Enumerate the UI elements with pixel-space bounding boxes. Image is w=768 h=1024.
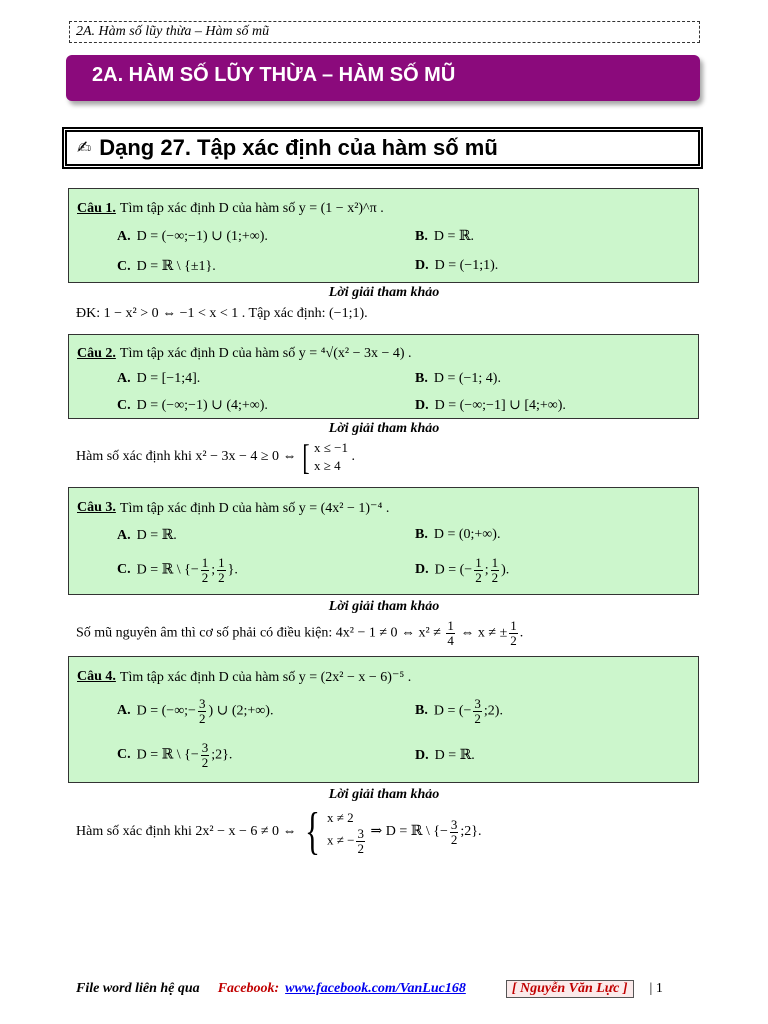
chapter-title: 2A. HÀM SỐ LŨY THỪA – HÀM SỐ MŨ (92, 64, 456, 86)
question-prompt: Tìm tập xác định D của hàm số y = (1 − x²)^π . (119, 201, 384, 216)
solution-1: ĐK: 1 − x² > 0 ⇔ −1 < x < 1 . Tập xác định: (−1;1). (76, 306, 368, 321)
facebook-link[interactable]: www.facebook.com/VanLuc168 (285, 981, 466, 996)
option-b: B. D = (− $\frac{3}{2}$ ;2). (415, 695, 503, 726)
option-b: B. D = ℝ. (415, 228, 474, 244)
solution-heading: Lời giải tham khảo (328, 285, 440, 300)
question-prompt: Tìm tập xác định D của hàm số y = (2x² − x − 6)⁻⁵ . (119, 669, 412, 685)
footer-facebook-label: Facebook: (217, 981, 280, 996)
bracket-system: [ x ≤ −1 x ≥ 4 (302, 437, 349, 477)
question-label: Câu 2. (77, 346, 116, 361)
option-c: C. D = (−∞;−1) ∪ (4;+∞). (117, 398, 268, 413)
option-a: A. D = [−1;4]. (117, 370, 201, 386)
option-b: B. D = (−1; 4). (415, 370, 501, 386)
question-2-box (68, 334, 699, 419)
footer-contact: File word liên hệ qua (76, 981, 200, 996)
question-4-box (68, 656, 699, 783)
solution-2: Hàm số xác định khi x² − 3x − 4 ≥ 0 ⇔ [ x ≤ −1 x ≥ 4 . (76, 437, 356, 477)
question-label: Câu 4. (77, 669, 116, 684)
question-prompt: Tìm tập xác định D của hàm số y = (4x² − 1)⁻⁴ . (119, 500, 390, 516)
question-label: Câu 1. (77, 201, 116, 216)
question-1-box (68, 188, 699, 283)
solution-3: Số mũ nguyên âm thì cơ số phải có điều kiện: 4x² − 1 ≠ 0 ⇔ x² ≠ $\frac{1}{4}$ ⇔ x ≠ ± $\frac{1}{2}$ . (76, 618, 524, 648)
option-d: D. D = (−∞;−1] ∪ [4;+∞). (415, 398, 566, 413)
option-d: D. D = (− $\frac{1}{2}$ ; $\frac{1}{2}$ ). (415, 554, 510, 585)
option-c: C. D = ℝ \ {− $\frac{1}{2}$ ; $\frac{1}{2}$ }. (117, 554, 238, 585)
pencil-icon: ✍ (77, 138, 92, 157)
solution-heading: Lời giải tham khảo (328, 421, 440, 436)
question-3-box (68, 487, 699, 595)
question-label: Câu 3. (77, 500, 116, 515)
option-d: D. D = ℝ. (415, 747, 475, 763)
page-number: | 1 (649, 981, 663, 996)
option-c: C. D = ℝ \ {− $\frac{3}{2}$ ;2}. (117, 739, 233, 770)
option-a: A. D = (−∞;− $\frac{3}{2}$ ) ∪ (2;+∞). (117, 695, 274, 726)
running-header (69, 21, 700, 43)
chapter-title-banner (66, 55, 700, 101)
option-d: D. D = (−1;1). (415, 258, 499, 273)
question-prompt: Tìm tập xác định D của hàm số y = ⁴√(x² − 3x − 4) . (119, 346, 412, 361)
option-c: C. D = ℝ \ {±1}. (117, 258, 216, 274)
solution-heading: Lời giải tham khảo (328, 599, 440, 614)
option-b: B. D = (0;+∞). (415, 527, 501, 542)
solution-heading: Lời giải tham khảo (328, 787, 440, 802)
option-a: A. D = (−∞;−1) ∪ (1;+∞). (117, 228, 268, 244)
section-title: Dạng 27. Tập xác định của hàm số mũ (99, 135, 498, 160)
section-title-box (62, 127, 703, 169)
brace-system: { x ≠ 2 x ≠ − $\frac{3}{2}$ (305, 803, 364, 860)
option-a: A. D = ℝ. (117, 527, 177, 543)
solution-4: Hàm số xác định khi 2x² − x − 6 ≠ 0 ⇔ { x ≠ 2 x ≠ − $\frac{3}{2}$ ⇒ D = ℝ \ {− $\frac{3}{2}$ ;2}. (76, 803, 482, 860)
running-header-text: 2A. Hàm số lũy thừa – Hàm số mũ (76, 24, 270, 39)
page-footer (76, 980, 696, 998)
author-name: [ Nguyễn Văn Lực ] (506, 980, 634, 998)
